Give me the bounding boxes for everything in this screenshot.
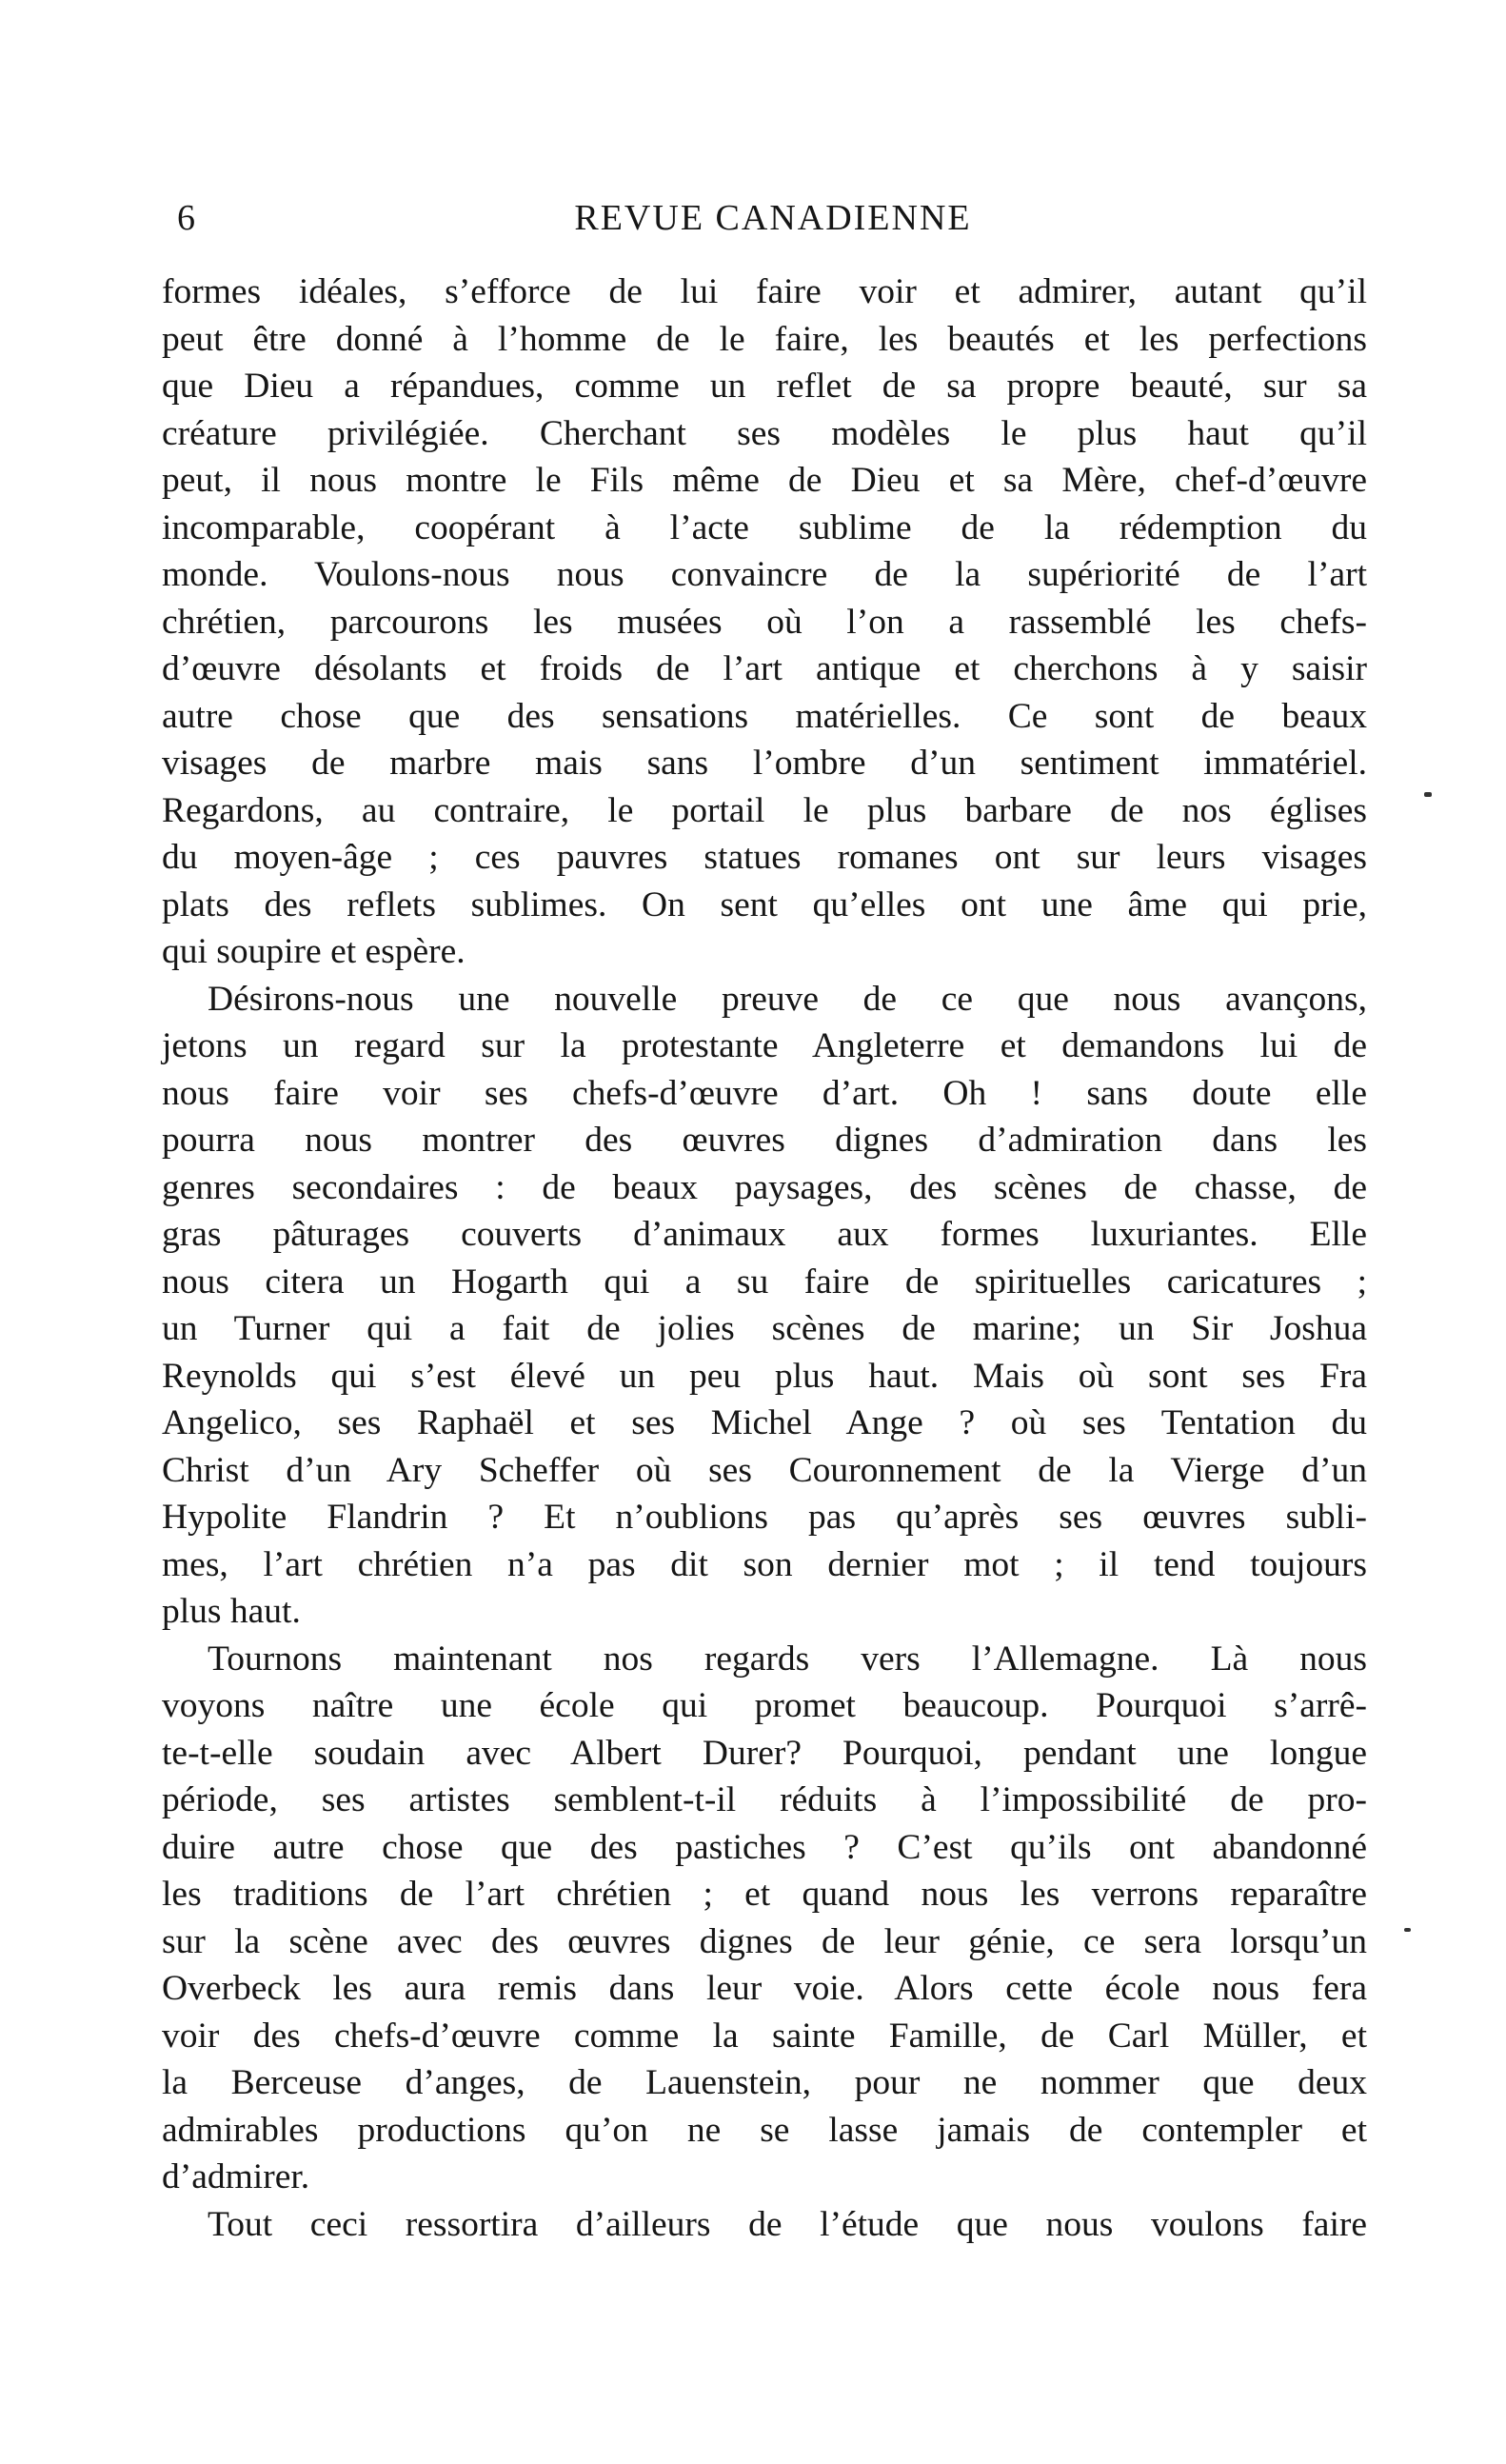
text-line: d’admirer. [162,2157,310,2196]
text-line: autre chose que des sensations matérielles. Ce sont de beaux [162,696,1367,736]
text-line: sur la scène avec des œuvres dignes de leur génie, ce sera lorsqu’un [162,1921,1367,1961]
text-line: Tournons maintenant nos regards vers l’Allemagne. Là nous [208,1639,1367,1679]
text-line: Reynolds qui s’est élevé un peu plus haut. Mais où sont ses Fra [162,1356,1367,1396]
text-line: d’œuvre désolants et froids de l’art antique et cherchons à y saisir [162,649,1367,688]
body-text [162,268,1367,2287]
running-head: REVUE CANADIENNE [574,198,972,238]
text-line: qui soupire et espère. [162,932,466,971]
text-line: peut être donné à l’homme de le faire, les beautés et les perfections [162,319,1367,359]
text-line: la Berceuse d’anges, de Lauenstein, pour ne nommer que deux [162,2063,1367,2102]
text-line: Désirons-nous une nouvelle preuve de ce que nous avançons, [208,979,1367,1019]
text-line: admirables productions qu’on ne se lasse jamais de contempler et [162,2110,1367,2150]
text-line: nous faire voir ses chefs-d’œuvre d’art. Oh ! sans doute elle [162,1073,1367,1113]
ink-speck [1404,1928,1411,1932]
page-header [177,194,1369,242]
text-line: voyons naître une école qui promet beaucoup. Pourquoi s’arrê- [162,1686,1367,1725]
text-line: incomparable, coopérant à l’acte sublime de la rédemption du [162,507,1367,547]
text-line: chrétien, parcourons les musées où l’on a rassemblé les chefs- [162,602,1367,642]
text-line: Hypolite Flandrin ? Et n’oublions pas qu’après ses œuvres subli- [162,1498,1367,1537]
text-line: les traditions de l’art chrétien ; et quand nous les verrons reparaître [162,1875,1367,1914]
page-number: 6 [177,198,195,238]
text-line: un Turner qui a fait de jolies scènes de marine; un Sir Joshua [162,1309,1367,1348]
text-line: plus haut. [162,1592,301,1631]
text-line: mes, l’art chrétien n’a pas dit son dernier mot ; il tend toujours [162,1544,1367,1584]
text-line: Christ d’un Ary Scheffer où ses Couronnement de la Vierge d’un [162,1450,1367,1490]
text-line: visages de marbre mais sans l’ombre d’un sentiment immatériel. [162,744,1367,783]
text-line: Regardons, au contraire, le portail le plus barbare de nos églises [162,790,1367,830]
ink-speck [1424,792,1432,797]
text-line: Tout ceci ressortira d’ailleurs de l’étude que nous voulons faire [208,2204,1367,2244]
text-line: pourra nous montrer des œuvres dignes d’admiration dans les [162,1121,1367,1160]
text-line: du moyen-âge ; ces pauvres statues romanes ont sur leurs visages [162,838,1367,877]
text-line: genres secondaires : de beaux paysages, des scènes de chasse, de [162,1167,1367,1207]
text-line: nous citera un Hogarth qui a su faire de spirituelles caricatures ; [162,1262,1367,1302]
text-line: créature privilégiée. Cherchant ses modèles le plus haut qu’il [162,413,1367,453]
text-line: monde. Voulons-nous nous convaincre de la supériorité de l’art [162,555,1367,594]
text-line: peut, il nous montre le Fils même de Dieu et sa Mère, chef-d’œuvre [162,461,1367,500]
text-line: jetons un regard sur la protestante Angleterre et demandons lui de [162,1026,1367,1065]
text-line: Angelico, ses Raphaël et ses Michel Ange ? où ses Tentation du [162,1403,1367,1442]
text-line: période, ses artistes semblent-t-il réduits à l’impossibilité de pro- [162,1780,1367,1819]
text-line: plats des reflets sublimes. On sent qu’elles ont une âme qui prie, [162,884,1367,924]
text-line: que Dieu a répandues, comme un reflet de sa propre beauté, sur sa [162,367,1367,406]
text-line: gras pâturages couverts d’animaux aux formes luxuriantes. Elle [162,1215,1367,1254]
text-line: duire autre chose que des pastiches ? C’est qu’ils ont abandonné [162,1827,1367,1867]
text-line: formes idéales, s’efforce de lui faire voir et admirer, autant qu’il [162,272,1367,311]
text-line: Overbeck les aura remis dans leur voie. Alors cette école nous fera [162,1969,1367,2008]
text-line: voir des chefs-d’œuvre comme la sainte Famille, de Carl Müller, et [162,2016,1367,2056]
text-line: te-t-elle soudain avec Albert Durer? Pourquoi, pendant une longue [162,1733,1367,1773]
